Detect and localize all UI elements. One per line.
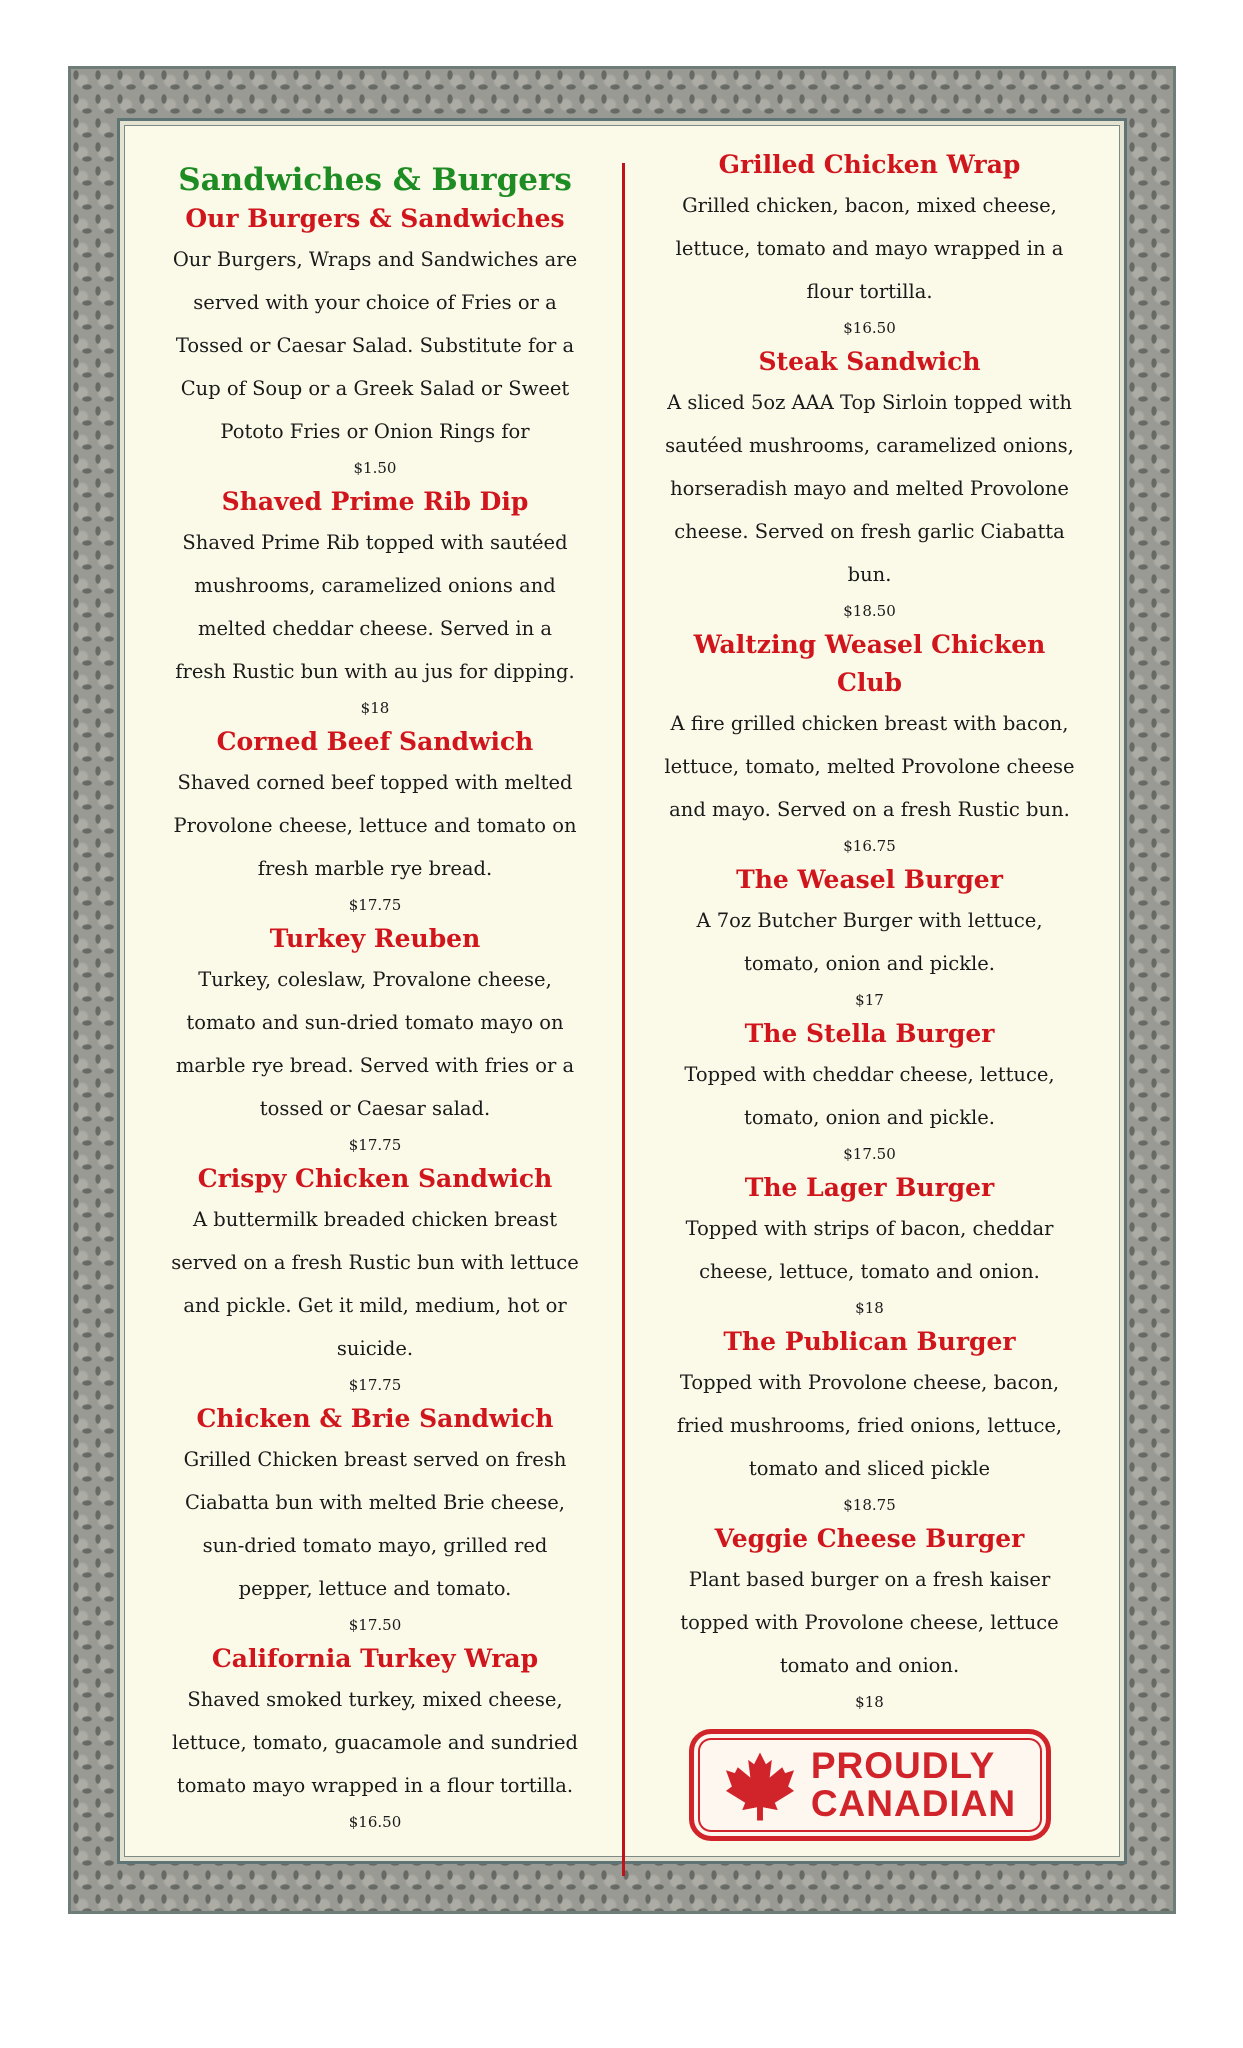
item-name: Our Burgers & Sandwiches (185, 204, 565, 233)
item-name: Waltzing Weasel Chicken Club (693, 630, 1046, 697)
item-price: $18 (855, 1693, 884, 1711)
menu-item (170, 1160, 580, 1400)
right-column (663, 146, 1076, 1841)
menu-item (170, 723, 580, 920)
left-column (170, 160, 580, 1837)
item-name: The Stella Burger (744, 1019, 995, 1048)
stamp-line-1: PROUDLY (810, 1745, 996, 1786)
menu-item (170, 483, 580, 723)
menu-item (663, 343, 1076, 626)
menu-item (663, 1520, 1076, 1717)
item-description: Grilled Chicken breast served on fresh Ciabatta bun with melted Brie cheese, sun-dried tomato mayo, grilled red pepper, lettuce and tomato. (183, 1448, 567, 1600)
item-price: $18 (855, 1299, 884, 1317)
item-description: Shaved corned beef topped with melted Provolone cheese, lettuce and tomato on fresh marble rye bread. (173, 771, 577, 880)
item-description: Topped with Provolone cheese, bacon, fried mushrooms, fried onions, lettuce, tomato and sliced pickle (676, 1371, 1063, 1480)
menu-item-intro (170, 200, 580, 483)
item-name: The Publican Burger (723, 1327, 1016, 1356)
item-price: $17.75 (348, 1376, 402, 1394)
item-price: $18 (360, 699, 390, 717)
item-price: $18.75 (843, 1496, 896, 1514)
item-price: $16.75 (843, 837, 896, 855)
item-price: $17.75 (348, 896, 402, 914)
stamp-line-2: CANADIAN (810, 1783, 1017, 1824)
item-description: A 7oz Butcher Burger with lettuce, tomato, onion and pickle. (696, 909, 1043, 975)
item-name: Veggie Cheese Burger (714, 1524, 1025, 1553)
item-description: Our Burgers, Wraps and Sandwiches are served with your choice of Fries or a Tossed or Caesar Salad. Substitute for a Cup of Soup or a Greek Salad or Sweet Pototo Fries or Onion Rings for (172, 248, 578, 443)
item-description: A sliced 5oz AAA Top Sirloin topped with sautéed mushrooms, caramelized onions, horseradish mayo and melted Provolone cheese. Served on fresh garlic Ciabatta bun. (665, 391, 1074, 586)
column-divider (622, 163, 625, 1876)
menu-item (170, 1400, 580, 1640)
menu-item (663, 1169, 1076, 1323)
item-price: $1.50 (353, 459, 397, 477)
item-name: Corned Beef Sandwich (216, 727, 534, 756)
item-description: Grilled chicken, bacon, mixed cheese, lettuce, tomato and mayo wrapped in a flour tortilla. (675, 194, 1064, 303)
item-description: Topped with cheddar cheese, lettuce, tomato, onion and pickle. (684, 1063, 1055, 1129)
stamp-container (663, 1729, 1076, 1841)
item-price: $17 (855, 991, 884, 1009)
item-price: $16.50 (348, 1813, 402, 1831)
item-description: A buttermilk breaded chicken breast served on a fresh Rustic bun with lettuce and pickle. Get it mild, medium, hot or suicide. (171, 1208, 579, 1360)
item-name: Grilled Chicken Wrap (718, 150, 1021, 179)
item-price: $17.50 (348, 1616, 402, 1634)
menu-item (663, 1015, 1076, 1169)
item-price: $17.75 (348, 1136, 402, 1154)
menu-item (663, 146, 1076, 343)
menu-item (663, 1323, 1076, 1520)
menu-item (170, 1640, 580, 1837)
section-title: Sandwiches & Burgers (178, 162, 572, 198)
item-price: $18.50 (843, 602, 896, 620)
item-name: California Turkey Wrap (211, 1644, 539, 1673)
item-description: Turkey, coleslaw, Provalone cheese, tomato and sun-dried tomato mayo on marble rye bread. Served with fries or a tossed or Caesar salad. (175, 968, 575, 1120)
item-price: $16.50 (843, 319, 896, 337)
item-description: Shaved Prime Rib topped with sautéed mushrooms, caramelized onions and melted cheddar cheese. Served in a fresh Rustic bun with au jus for dipping. (175, 531, 575, 683)
proudly-canadian-stamp (689, 1729, 1051, 1841)
item-description: A fire grilled chicken breast with bacon, lettuce, tomato, melted Provolone cheese and mayo. Served on a fresh Rustic bun. (664, 712, 1075, 821)
item-description: Topped with strips of bacon, cheddar cheese, lettuce, tomato and onion. (685, 1217, 1054, 1283)
item-name: Shaved Prime Rib Dip (221, 487, 529, 516)
menu-item (170, 920, 580, 1160)
menu-item (663, 626, 1076, 861)
item-price: $17.50 (843, 1145, 896, 1163)
item-name: Steak Sandwich (758, 347, 981, 376)
item-name: Chicken & Brie Sandwich (196, 1404, 554, 1433)
item-name: Crispy Chicken Sandwich (197, 1164, 553, 1193)
item-name: The Weasel Burger (736, 865, 1003, 894)
item-name: The Lager Burger (744, 1173, 995, 1202)
maple-leaf-icon (723, 1748, 797, 1822)
menu-item (663, 861, 1076, 1015)
item-description: Shaved smoked turkey, mixed cheese, lettuce, tomato, guacamole and sundried tomato mayo wrapped in a flour tortilla. (171, 1688, 578, 1797)
stamp-text (811, 1747, 1016, 1823)
item-description: Plant based burger on a fresh kaiser topped with Provolone cheese, lettuce tomato and onion. (680, 1568, 1059, 1677)
item-name: Turkey Reuben (269, 924, 481, 953)
